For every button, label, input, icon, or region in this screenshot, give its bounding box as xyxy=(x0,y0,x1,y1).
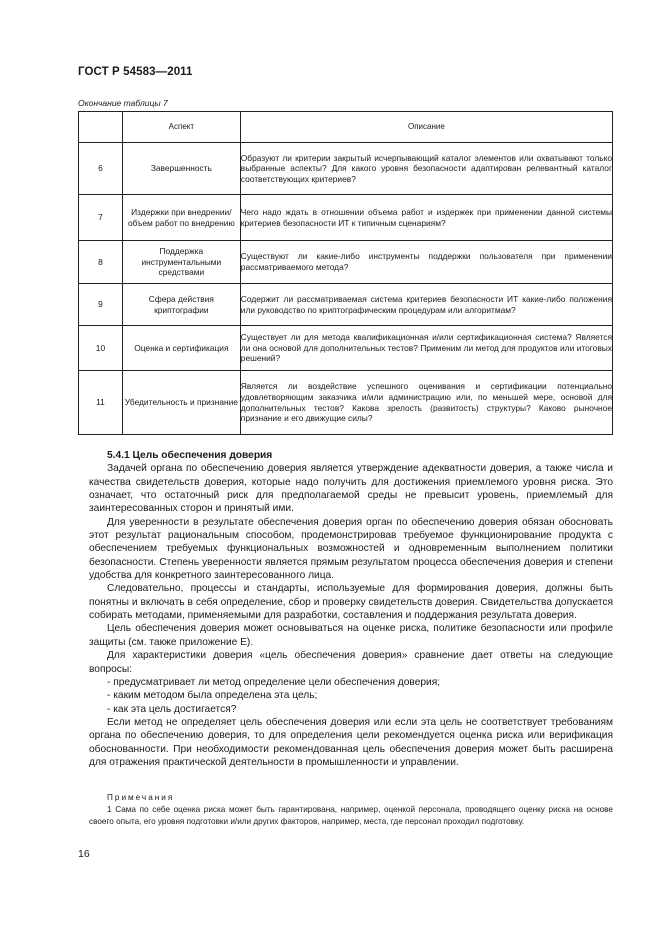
row-number: 6 xyxy=(79,143,123,195)
row-description: Существует ли для метода квалификационная и/или сертификационная система? Является ли она основой для дополнительных тестов? Применим ли метод для продуктов или итоговых решений? xyxy=(240,326,612,371)
column-header-num xyxy=(79,112,123,143)
list-item: - предусматривает ли метод определение цели обеспечения доверия; xyxy=(107,676,441,688)
body-paragraph: Если метод не определяет цель обеспечения доверия или если эта цель не соответствует требованиям органа по обеспечению доверия, то для определения цели рекомендуется оценка риска или верификация обоснованности. При необходимости рекомендованная цель обеспечения доверия может быть расширена для отражения практической деятельности в промышленности и управлении. xyxy=(89,716,613,768)
column-header-aspect: Аспект xyxy=(122,112,240,143)
note-item: 1 Сама по себе оценка риска может быть гарантирована, например, оценкой персонала, проводящего оценку риска на основе своего опыта, его уровня подготовки и/или других факторов, например, места, где персонал проходил подготовку. xyxy=(89,805,613,826)
table-header-row xyxy=(79,112,613,143)
row-aspect: Издержки при внедрении/объем работ по внедрению xyxy=(122,195,240,241)
page-number: 16 xyxy=(78,848,90,860)
body-paragraph: Цель обеспечения доверия может основываться на оценке риска, политике безопасности или профиле защиты (см. также приложение Е). xyxy=(89,623,613,648)
row-number: 9 xyxy=(79,284,123,326)
row-aspect: Сфера действия криптографии xyxy=(122,284,240,326)
table-row xyxy=(79,195,613,241)
table-row xyxy=(79,371,613,435)
table-row xyxy=(79,143,613,195)
body-paragraph: Для характеристики доверия «цель обеспечения доверия» сравнение дает ответы на следующие вопросы: xyxy=(89,650,613,675)
notes-title: Примечания xyxy=(107,793,175,802)
row-aspect: Поддержка инструментальными средствами xyxy=(122,241,240,284)
list-item: - каким методом была определена эта цель; xyxy=(107,690,318,702)
body-paragraph: Для уверенности в результате обеспечения доверия орган по обеспечению доверия обязан обосновать этот результат рациональным способом, продемонстрировав требуемое функционирование продукта с обеспечением требуемых функциональных возможностей и одновременным выполнением политики безопасности. Степень уверенности является прямым результатом процесса обеспечения доверия и степени удобства для конкретного заинтересованного лица. xyxy=(89,516,613,582)
column-header-description: Описание xyxy=(240,112,612,143)
table-row xyxy=(79,326,613,371)
table-row xyxy=(79,241,613,284)
body-paragraph: Задачей органа по обеспечению доверия является утверждение адекватности доверия, а также числа и качества свидетельств доверия, которые надо получить для достижения приемлемого уровня риска. Это означает, что остаточный риск для предполагаемой среды не превысит уровень, приемлемый для заинтересованных сторон и принятый ими. xyxy=(89,463,613,515)
row-number: 7 xyxy=(79,195,123,241)
table-caption: Окончание таблицы 7 xyxy=(78,98,168,108)
section-body xyxy=(89,449,613,769)
section-heading: 5.4.1 Цель обеспечения доверия xyxy=(107,450,273,461)
row-aspect: Оценка и сертификация xyxy=(122,326,240,371)
row-description: Чего надо ждать в отношении объема работ и издержек при применении данной системы критериев безопасности ИТ к типичным сценариям? xyxy=(240,195,612,241)
aspects-table xyxy=(78,111,613,435)
list-item: - как эта цель достигается? xyxy=(107,703,237,715)
row-description: Существуют ли какие-либо инструменты поддержки пользователя при применении рассматриваемого метода? xyxy=(240,241,612,284)
row-aspect: Завершенность xyxy=(122,143,240,195)
row-description: Образуют ли критерии закрытый исчерпывающий каталог элементов или охватывают только выбранные аспекты? Для какого уровня безопасности адаптирован релевантный каталог соответствующих критериев? xyxy=(240,143,612,195)
row-number: 8 xyxy=(79,241,123,284)
row-number: 10 xyxy=(79,326,123,371)
body-paragraph: Следовательно, процессы и стандарты, используемые для формирования доверия, должны быть понятны и включать в себя определение, сбор и проверку свидетельств доверия. Свидетельства допускается собирать методами, применяемыми для разработки, составления и поддержания результата доверия. xyxy=(89,583,613,622)
row-description: Является ли воздействие успешного оценивания и сертификации потенциально удовлетворяющим заказчика и/или администрацию или, по меньшей мере, основой для дополнительных тестов? Какова зрелость (развитость) структуры? Каково рыночное признание и его движущие силы? xyxy=(240,371,612,435)
table-row xyxy=(79,284,613,326)
notes-block xyxy=(89,792,613,828)
document-header: ГОСТ Р 54583—2011 xyxy=(78,66,193,78)
row-aspect: Убедительность и признание xyxy=(122,371,240,435)
row-number: 11 xyxy=(79,371,123,435)
row-description: Содержит ли рассматриваемая система критериев безопасности ИТ какие-либо положения или руководство по криптографическим процедурам или алгоритмам? xyxy=(240,284,612,326)
